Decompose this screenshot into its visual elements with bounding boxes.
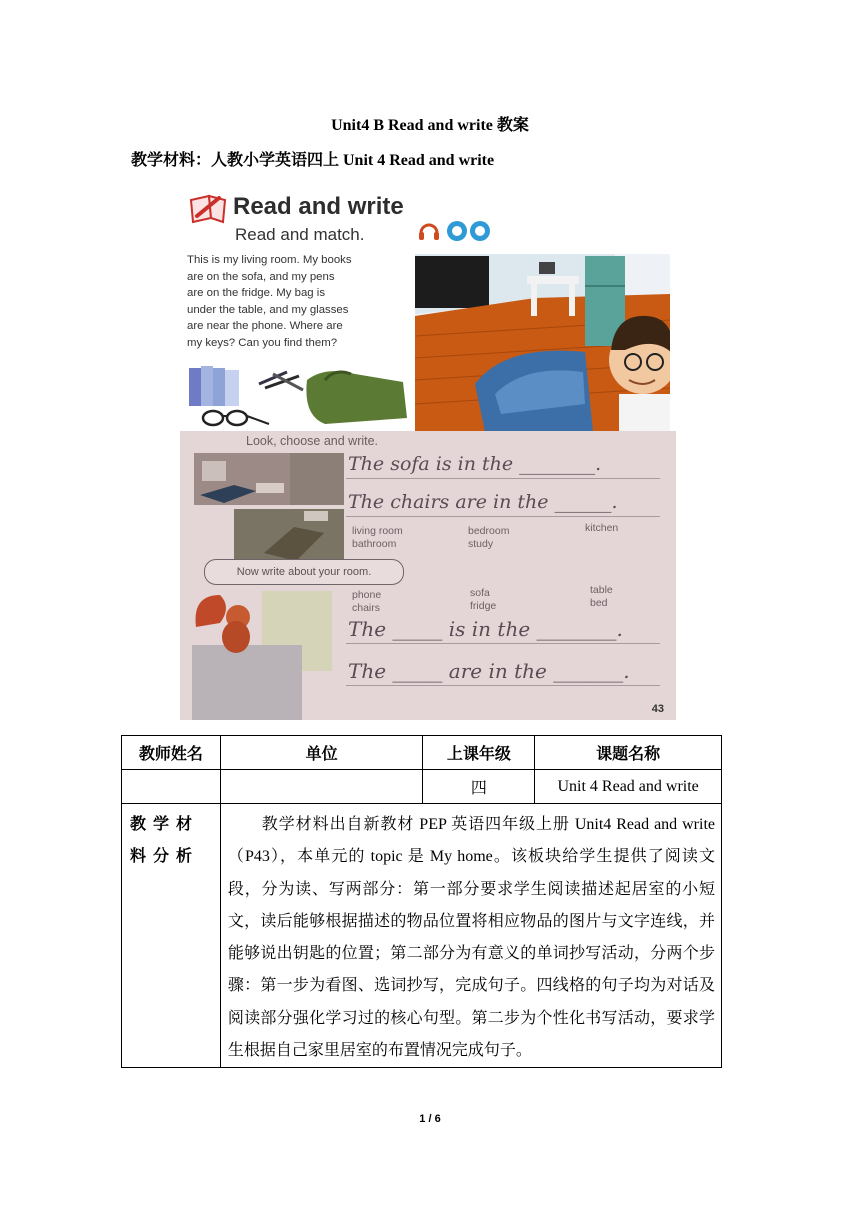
word-choices-col-3 xyxy=(585,522,618,535)
word-study: study xyxy=(468,538,494,550)
handwriting-line-4: The _____ are in the _______. xyxy=(348,659,630,683)
handwriting-line-3: The _____ is in the ________. xyxy=(348,617,623,641)
header-grade: 上课年级 xyxy=(423,736,535,770)
audio-icons xyxy=(417,219,493,245)
word-sofa: sofa xyxy=(470,587,490,599)
word-choices-col-4 xyxy=(352,589,381,615)
word-fridge: fridge xyxy=(470,600,497,612)
header-unit: 单位 xyxy=(220,736,423,770)
cell-unit xyxy=(220,770,423,804)
material-analysis-label: 教学材料分析 xyxy=(122,804,221,1068)
word-choices-col-2 xyxy=(468,525,509,551)
word-bathroom: bathroom xyxy=(352,538,397,550)
word-choices-col-6 xyxy=(590,584,613,610)
look-choose-write-heading: Look, choose and write. xyxy=(246,434,379,448)
document-title: Unit4 B Read and write 教案 xyxy=(331,117,529,134)
room-pictures xyxy=(194,453,344,563)
read-and-write-heading: Read and write xyxy=(233,193,404,220)
textbook-image-look-choose-write xyxy=(180,431,676,720)
squirrel-and-frame xyxy=(192,587,332,720)
items-illustration xyxy=(175,360,411,432)
reading-passage: This is my living room. My books are on the sofa, and my pens are on the fridge. My bag is under the table, and my glasses are near the phone. Where are my keys? Can you find them? xyxy=(187,254,352,349)
header-lesson-title: 课题名称 xyxy=(535,736,722,770)
textbook-image-read-and-write xyxy=(175,188,675,432)
pencil-book-icon xyxy=(187,192,229,226)
textbook-page-number: 43 xyxy=(651,703,664,715)
material-line: 教学材料：人教小学英语四上 Unit 4 Read and write xyxy=(131,152,495,169)
word-phone: phone xyxy=(352,589,382,601)
word-choices-col-5 xyxy=(470,587,496,613)
living-room-illustration xyxy=(415,254,670,432)
word-living-room: living room xyxy=(352,525,403,537)
table-header-row xyxy=(122,736,722,770)
cell-lesson-title: Unit 4 Read and write xyxy=(535,770,722,804)
word-choices-col-1 xyxy=(352,525,403,551)
page-footer: 1 / 6 xyxy=(419,1113,441,1125)
read-and-match-subheading: Read and match. xyxy=(235,225,365,244)
word-kitchen: kitchen xyxy=(585,522,619,534)
cell-teacher-name xyxy=(122,770,221,804)
lesson-info-table xyxy=(121,735,722,1068)
speech-text: Now write about your room. xyxy=(236,566,372,578)
word-table: table xyxy=(590,584,613,596)
header-teacher-name: 教师姓名 xyxy=(122,736,221,770)
word-bed: bed xyxy=(590,597,608,609)
word-bedroom: bedroom xyxy=(468,525,510,537)
word-chairs: chairs xyxy=(352,602,381,614)
handwriting-line-2: The chairs are in the ______. xyxy=(348,491,618,513)
table-row-material-analysis xyxy=(122,804,722,1068)
material-analysis-text: 教学材料出自新教材 PEP 英语四年级上册 Unit4 Read and write（P43），本单元的 topic 是 My home。该板块给学生提供了阅读文段，分为读、写两部分：第一部分要求学生阅读描述起居室的小短文，读后能够根据描述的物品位置将相应物品的图片与文字连线，并能够说出钥匙的位置；第二部分为有意义的单词抄写活动，分两个步骤：第一步为看图、选词抄写，完成句子。四线格的句子均为对话及阅读部分强化学习过的核心句型。第二步为个性化书写活动，要求学生根据自己家里居室的布置情况完成句子。 xyxy=(220,804,721,1068)
speech-bubble xyxy=(204,559,404,585)
table-row xyxy=(122,770,722,804)
cell-grade: 四 xyxy=(423,770,535,804)
handwriting-line-1: The sofa is in the ________. xyxy=(348,453,602,475)
